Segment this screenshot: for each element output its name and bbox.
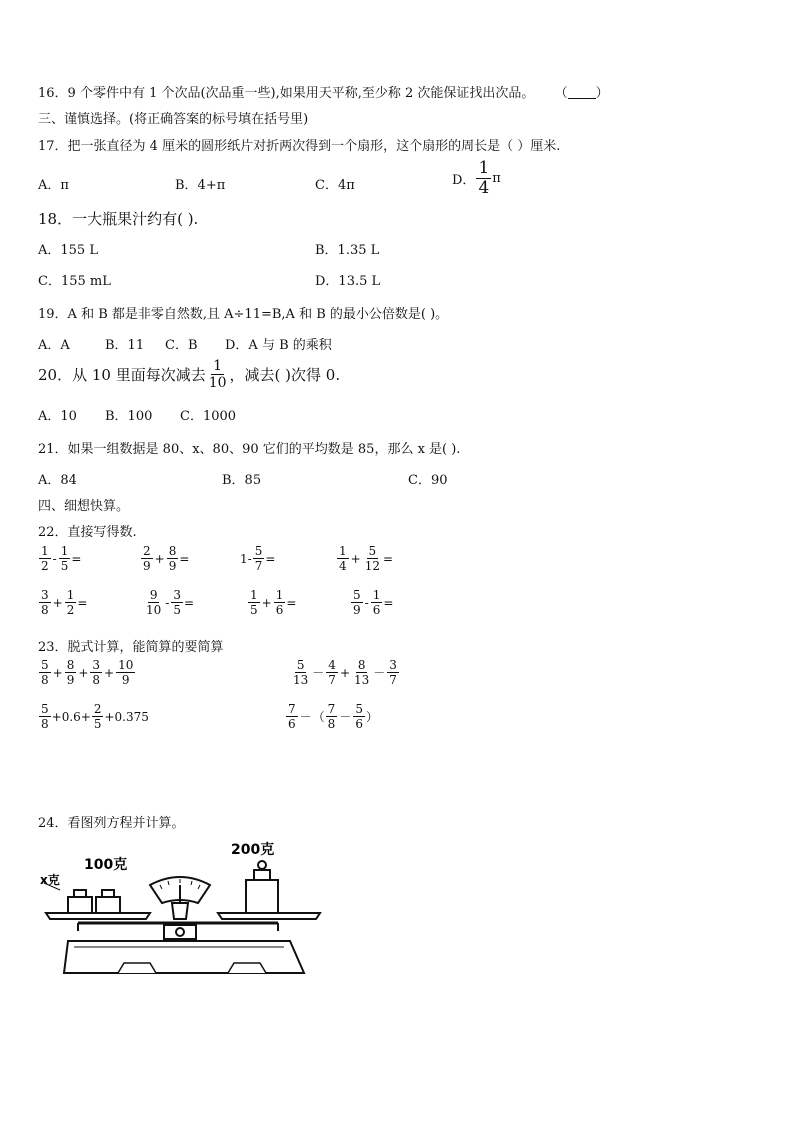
- q22-item-8: $\frac{5}{9}$ - $\frac{1}{6}$ =: [353, 588, 394, 617]
- q20-option-b[interactable]: B．100: [105, 409, 153, 424]
- q19-option-b[interactable]: B．11: [105, 338, 145, 353]
- q17-option-c[interactable]: C．4π: [315, 178, 355, 193]
- q18-option-b[interactable]: B．1.35 L: [315, 243, 380, 258]
- q18-option-d[interactable]: D．13.5 L: [315, 274, 381, 289]
- q23-item-3: $\frac{5}{8}$ +0.6+ $\frac{2}{5}$ +0.375: [41, 702, 149, 731]
- q17-option-a[interactable]: A．π: [38, 178, 69, 193]
- q22-item-5: $\frac{3}{8}$ + $\frac{1}{2}$ =: [41, 588, 88, 617]
- q22-item-3: 1- $\frac{5}{7}$ =: [240, 544, 276, 573]
- q18-option-a[interactable]: A．155 L: [38, 243, 98, 258]
- q23-item-2: $\frac{5}{13}$ － $\frac{4}{7}$ + $\frac{8}{13}$ － $\frac{3}{7}$: [293, 658, 397, 687]
- q19-option-a[interactable]: A．A: [38, 338, 70, 353]
- left-weight-label: 100克: [84, 857, 128, 873]
- q18-option-c[interactable]: C．155 mL: [38, 274, 111, 289]
- q22-item-6: $\frac{9}{10}$ - $\frac{3}{5}$ =: [146, 588, 195, 617]
- balance-scale-figure: [38, 835, 328, 980]
- q17-d-fraction: $\frac{1}{4}$: [478, 158, 490, 198]
- section-3-heading: 三、谨慎选择。(将正确答案的标号填在括号里): [38, 112, 309, 127]
- scale-base: [64, 941, 304, 973]
- q19-option-d[interactable]: D．A 与 B 的乘积: [225, 338, 332, 353]
- q17-text: 17．把一张直径为 4 厘米的圆形纸片对折两次得到一个扇形，这个扇形的周长是（ ）厘米.: [38, 139, 561, 154]
- q17-option-b[interactable]: B．4+π: [175, 178, 226, 193]
- q20-option-c[interactable]: C．1000: [180, 409, 237, 424]
- q18-text: 18．一大瓶果汁约有( ).: [38, 210, 199, 228]
- q20-fraction: $\frac{1}{10}$: [208, 358, 227, 391]
- q19-text: 19．A 和 B 都是非零自然数,且 A÷11=B,A 和 B 的最小公倍数是( )。: [38, 307, 449, 322]
- right-pan: [218, 913, 320, 919]
- q21-option-b[interactable]: B．85: [222, 473, 262, 488]
- q21-option-c[interactable]: C．90: [408, 473, 448, 488]
- left-pan: [46, 913, 150, 919]
- q17-option-d[interactable]: D． $\frac{1}{4}$ π: [452, 158, 501, 198]
- q22-item-1: $\frac{1}{2}$ - $\frac{1}{5}$ =: [41, 544, 82, 573]
- q22-item-7: $\frac{1}{5}$ + $\frac{1}{6}$ =: [250, 588, 297, 617]
- q22-text: 22．直接写得数.: [38, 525, 137, 540]
- left-weights: [68, 890, 120, 913]
- q20-option-a[interactable]: A．10: [38, 409, 77, 424]
- q19-option-c[interactable]: C．B: [165, 338, 198, 353]
- scale-dial: [150, 877, 210, 919]
- q21-option-a[interactable]: A．84: [38, 473, 77, 488]
- x-gram-label: x克: [40, 873, 60, 887]
- q21-text: 21．如果一组数据是 80、x、80、90 它们的平均数是 85，那么 x 是( ).: [38, 442, 461, 457]
- q23-text: 23．脱式计算，能简算的要简算: [38, 640, 224, 655]
- q23-item-1: $\frac{5}{8}$ + $\frac{8}{9}$ + $\frac{3}{8}$ + $\frac{10}{9}$: [41, 658, 134, 687]
- q23-item-4: $\frac{7}{6}$ － （ $\frac{7}{8}$ － $\frac{5}{6}$ ）: [288, 702, 378, 731]
- q20-text: 20．从 10 里面每次减去 $\frac{1}{10}$ ，减去( )次得 0.: [38, 358, 341, 391]
- right-weight-label: 200克: [231, 842, 275, 858]
- q24-text: 24．看图列方程并计算。: [38, 816, 185, 831]
- section-4-heading: 四、细想快算。: [38, 499, 130, 514]
- q16-text: 16．9 个零件中有 1 个次品(次品重一些),如果用天平称,至少称 2 次能保证找出次品。 （ ）: [38, 86, 609, 101]
- q22-item-4: $\frac{1}{4}$ + $\frac{5}{12}$ =: [339, 544, 394, 573]
- q22-item-2: $\frac{2}{9}$ + $\frac{8}{9}$ =: [143, 544, 190, 573]
- q16-answer-blank[interactable]: [568, 88, 596, 99]
- right-weight: [246, 861, 278, 913]
